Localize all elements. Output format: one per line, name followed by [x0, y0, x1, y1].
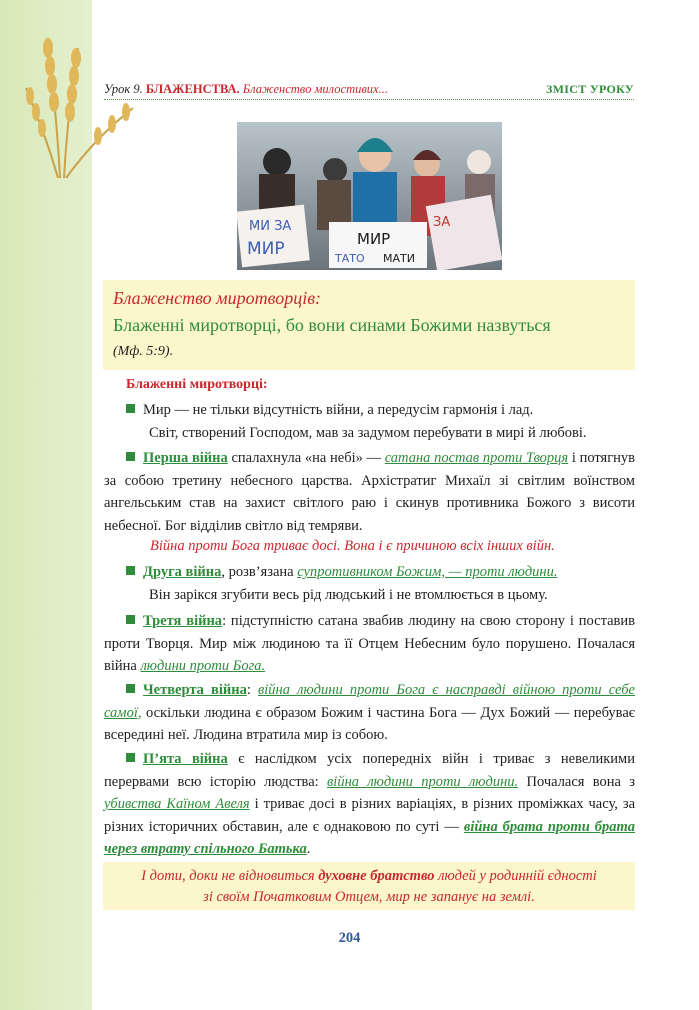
- sign-right: [426, 195, 502, 270]
- p1-line1: Мир — не тільки відсутність війни, а передусім гармонія і лад.: [143, 402, 534, 418]
- fourth-war-keyword: Четверта війна: [143, 682, 247, 698]
- paragraph-peace: [104, 399, 635, 444]
- p5-text-2: оскільки людина є образом Божим і частина Бога — Дух Божий — перебуває всередині неї. Людина втратила мир із собою.: [104, 704, 635, 743]
- p5-text-1: :: [246, 682, 258, 698]
- p2-text-2: і потягнув за собою третину небесного царства. Архістратиг Михаїл зі світлим воїнством ангельським став на захист світлого раю і скинув противника Божого з висоти небесної. Бог відділив світло від темряви.: [104, 450, 636, 534]
- p2-text-1: спалахнула «на небі» —: [227, 450, 385, 466]
- header-title: БЛАЖЕНСТВА.: [145, 82, 240, 96]
- conclusion-box: [103, 862, 635, 910]
- photo-illustration: [237, 122, 502, 270]
- beatitude-box: [103, 280, 635, 370]
- paragraph-fifth-war: [104, 748, 635, 861]
- p3-underlined: супротивником Божим, — проти людини.: [297, 564, 558, 580]
- sign-main-text-3: МАТИ: [383, 252, 415, 265]
- conclusion-text-2: людей у родинній єдності: [434, 868, 597, 884]
- p4-underlined: людини проти Бога.: [140, 658, 266, 674]
- header-breadcrumb: [104, 82, 388, 97]
- conclusion-bold: духовне братство: [318, 868, 435, 884]
- paragraph-first-war: [104, 447, 635, 537]
- paragraph-third-war: [104, 610, 635, 678]
- children-peace-photo: [237, 122, 502, 270]
- first-war-keyword: Перша війна: [143, 450, 228, 466]
- sign-left: [237, 205, 310, 268]
- header-subtitle: Блаженство милостивих...: [242, 82, 388, 96]
- bullet-icon: [126, 566, 135, 575]
- second-war-keyword: Друга війна: [143, 564, 222, 580]
- beatitude-reference: (Мф. 5:9).: [113, 344, 174, 359]
- p2-underlined: сатана постав проти Творця: [384, 450, 569, 466]
- sign-main: [329, 222, 427, 268]
- beatitude-quote: Блаженні миротворці, бо вони синами Божими назвуться: [113, 315, 551, 335]
- p5-underlined: війна людини проти Бога є насправді війною проти себе самої,: [104, 682, 635, 721]
- conclusion-line-2: зі своїм Початковим Отцем, мир не запанує на землі.: [203, 889, 535, 905]
- p6-underlined-2: убивства Каїном Авеля: [104, 796, 250, 812]
- p6-text-4: .: [306, 841, 311, 857]
- header-divider: [104, 99, 634, 100]
- third-war-keyword: Третя війна: [143, 613, 223, 629]
- sign-right-text: ЗА: [433, 215, 451, 230]
- page-number: 204: [338, 930, 361, 946]
- p6-text-1: є наслідком усіх попередніх війн і триває з невеликими перервами всю історію людства:: [104, 751, 635, 790]
- conclusion-text-1: І доти, доки не відновиться: [141, 868, 319, 884]
- p6-text-3: і триває досі в різних варіаціях, в різних проміжках часу, за різних історичних обставин, але є однаковою по суті —: [104, 796, 636, 835]
- header-lesson: Урок 9.: [104, 82, 143, 96]
- sign-left-text-2: МИР: [247, 239, 285, 259]
- sign-main-text-1: МИР: [357, 230, 391, 248]
- page-header: [104, 80, 634, 100]
- paragraph-second-war: [104, 561, 635, 606]
- contents-link[interactable]: ЗМІСТ УРОКУ: [546, 82, 634, 96]
- wheat-icon: [18, 28, 138, 178]
- paragraph-fourth-war: [104, 679, 635, 747]
- fifth-war-keyword: П’ята війна: [143, 751, 228, 767]
- p6-text-2: Почалася вона з: [518, 773, 636, 790]
- section-heading: Блаженні миротворці:: [126, 377, 268, 392]
- p1-line2: Світ, створений Господом, мав за задумом перебувати в мирі й любові.: [149, 424, 587, 441]
- beatitude-title: Блаженство миротворців:: [113, 288, 322, 308]
- p4-text-1: : підступністю сатана звабив людину на свою сторону і поставив проти Творця. Мир між людиною та її Отцем Небесним було порушено. Почалася війна: [104, 613, 635, 674]
- p3-text-1: , розв’язана: [221, 564, 298, 580]
- bullet-icon: [126, 753, 135, 762]
- p3-text-2: Він зарікся згубити весь рід людський і не втомлюється в цьому.: [149, 586, 548, 603]
- p6-underlined-1: війна людини проти людини.: [327, 773, 519, 790]
- p6-underlined-3: війна брата проти брата через втрату спільного Батька: [104, 818, 635, 857]
- bullet-icon: [126, 615, 135, 624]
- sign-left-text-1: МИ ЗА: [249, 219, 292, 234]
- red-note: Війна проти Бога триває досі. Вона і є причиною всіх інших війн.: [150, 538, 555, 554]
- sign-main-text-2: ТАТО: [335, 252, 365, 265]
- bullet-icon: [126, 452, 135, 461]
- bullet-icon: [126, 404, 135, 413]
- bullet-icon: [126, 684, 135, 693]
